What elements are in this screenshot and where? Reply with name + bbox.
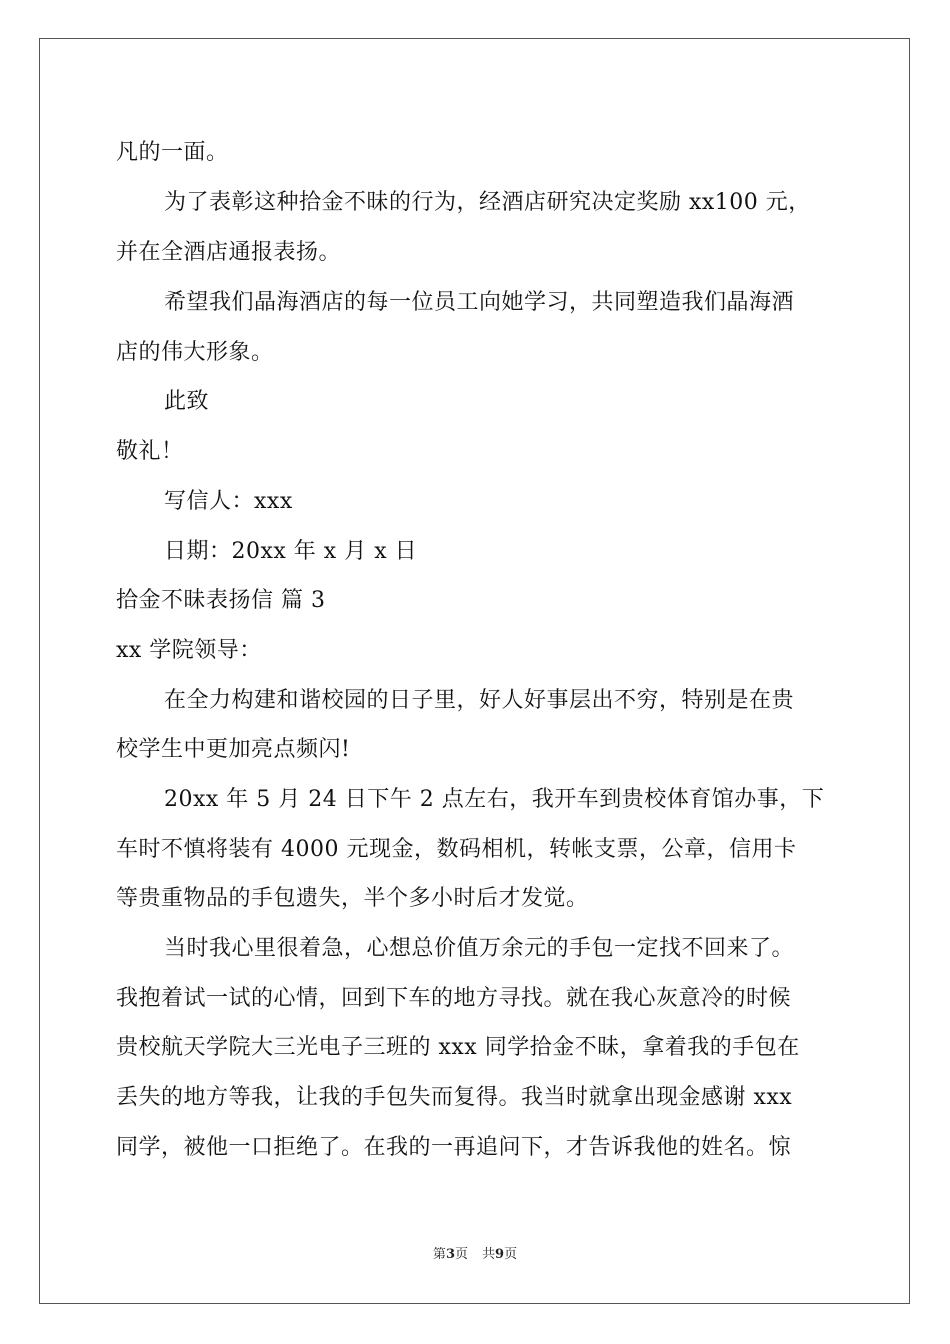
text-line: 丢失的地方等我，让我的手包失而复得。我当时就拿出现金感谢 xxx <box>116 1085 793 1110</box>
text-line: 校学生中更加亮点频闪! <box>116 737 351 762</box>
text-line: 车时不慎将装有 4000 元现金，数码相机，转帐支票，公章，信用卡 <box>116 837 797 862</box>
text-line: 凡的一面。 <box>116 140 229 165</box>
signature-writer: 写信人：xxx <box>164 489 293 514</box>
text-line: 20xx 年 5 月 24 日下午 2 点左右，我开车到贵校体育馆办事，下 <box>164 787 825 812</box>
text-line: 我抱着试一试的心情，回到下车的地方寻找。就在我心灰意冷的时候 <box>116 986 792 1011</box>
signature-date: 日期：20xx 年 x 月 x 日 <box>164 539 418 564</box>
total-prefix: 共 <box>482 1247 496 1262</box>
text-line: 当时我心里很着急，心想总价值万余元的手包一定找不回来了。 <box>164 936 795 961</box>
text-line: 并在全酒店通报表扬。 <box>116 240 342 265</box>
text-line: 贵校航天学院大三光电子三班的 xxx 同学拾金不昧，拿着我的手包在 <box>116 1035 800 1060</box>
page-number-total: 9 <box>495 1247 505 1262</box>
section-heading: 拾金不昧表扬信 篇 3 <box>116 588 326 613</box>
text-line: 为了表彰这种拾金不昧的行为，经酒店研究决定奖励 xx100 元， <box>164 190 811 215</box>
recipient-greeting: xx 学院领导： <box>116 638 262 663</box>
text-line: 在全力构建和谐校园的日子里，好人好事层出不穷，特别是在贵 <box>164 688 795 713</box>
page-unit: 页 <box>454 1247 468 1262</box>
closing-salutation: 此致 <box>164 389 210 414</box>
page-footer <box>0 1246 950 1264</box>
page-border <box>39 38 910 1304</box>
page-prefix: 第 <box>432 1247 446 1262</box>
text-line: 店的伟大形象。 <box>116 340 274 365</box>
total-unit: 页 <box>504 1247 518 1262</box>
page-number-current: 3 <box>445 1247 455 1262</box>
text-line: 等贵重物品的手包遗失，半个多小时后才发觉。 <box>116 886 589 911</box>
closing-respect: 敬礼！ <box>116 439 184 464</box>
text-line: 同学，被他一口拒绝了。在我的一再追问下，才告诉我他的姓名。惊 <box>116 1135 792 1160</box>
text-line: 希望我们晶海酒店的每一位员工向她学习，共同塑造我们晶海酒 <box>164 290 795 315</box>
